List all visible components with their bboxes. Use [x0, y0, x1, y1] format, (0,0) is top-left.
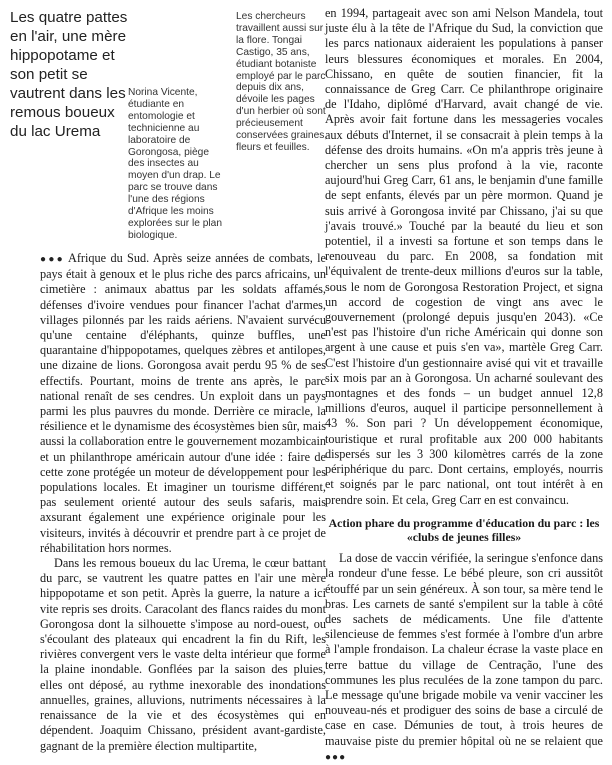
continuation-markers: ●●●	[325, 751, 347, 763]
article-paragraph: Dans les remous boueux du lac Urema, le cœur battant du parc, se vautrent les quatre pattes en l'air une mère hippopotame et son petit. Après la guerre, la nature a ici vite repris ses droits. Caracolant des flancs raides du mont Gorongosa dont la silhouette s'impose au nord-ouest, ou s'écoulant des plateaux qui encadrent la fin du Rift, les rivières convergent vers le vaste delta intérieur que forme la plaine inondable. Gonflées par la saison des pluies, elles ont déposé, au rythme inexorable des inondations annuelles, graines, alluvions, nutriments nécessaires à la renaissance de la vie et des écosystèmes qui en dépendent. Joaquim Chissano, président avant-gardiste, gagnant de la première élection multipartite,	[40, 556, 326, 753]
photo-caption-researchers: Les chercheurs travaillent aussi sur la flore. Tongai Castigo, 35 ans, étudiant botaniste employé par le parc depuis dix ans, dévoile les pages d'un herbier où sont précieusement conservées graines, fleurs et feuilles.	[236, 11, 328, 153]
section-subheading: Action phare du programme d'éducation du parc : les «clubs de jeunes filles»	[328, 515, 600, 544]
article-paragraph: en 1994, partageait avec son ami Nelson Mandela, tout juste élu à la tête de l'Afrique du Sud, la conviction que les parcs nationaux aideraient les populations à panser leurs blessures économiques et morales. En 2004, Chissano, en quête de soutien financier, fit la connaissance de Greg Carr. Ce philanthrope originaire de l'Idaho, diplômé d'Harvard, avait changé de vie. Après avoir fait fortune dans les messageries vocales aux débuts d'Internet, il se consacrait à plein temps à la défense des droits humains. «On m'a appris très jeune à chercher un sens plus profond à la vie, raconte aujourd'hui Greg Carr, 61 ans, le benjamin d'une famille de sept enfants, élevés par un père mormon. Quand je suis arrivé à Gorongosa invité par Chissano, j'ai su que j'avais trouvé.» Touché par la beauté du lieu et son potentiel, il a investi sa fortune et son temps dans le renouveau du parc. En 2008, sa fondation mit l'équivalent de trente-deux millions d'euros sur la table, sous le nom de Gorongosa Restoration Project, et signa un accord de cogestion de vingt ans avec le gouvernement (prolongé depuis jusqu'en 2043). «Ce n'est pas l'histoire d'un riche Américain qui donne son argent à une cause et puis s'en va», martèle Greg Carr. C'est l'histoire d'un gestionnaire avisé qui vit et travaille six mois par an à Gorongosa. Un acharné soulevant des montagnes et des fonds – un budget annuel 12,8 millions d'euros, auquel il participe personnellement à 43 %. Son pari ? Un développement économique, touristique et rural profitable aux 200 000 habitants dispersés sur les 3 300 kilomètres carrés de la zone périphérique du parc. Dont certains, employés, nourris et soignés par le parc national, ont tout intérêt à en prendre soin. Et cela, Greg Carr en est convaincu.	[325, 6, 603, 507]
paragraph-text: Afrique du Sud. Après seize années de combats, le pays était à genoux et le plus riche des parcs africains, un cimetière : animaux abattus par les soldats affamés, défenses d'ivoire vendues pour financer l'achat d'armes, villages pilonnés par les raids aériens. N'avaient survécu qu'une centaine d'éléphants, quinze buffles, une quarantaine d'hippopotames, quelques zèbres et antilopes, une dizaine de lions. Gorongosa avait perdu 95 % de ses effectifs. Pourtant, moins de trente ans après, le parc national renaît de ses cendres. Un exploit dans un pays parmi les plus pauvres du monde. Derrière ce miracle, la résilience et le dynamisme des écosystèmes bien sûr, mais aussi la collaboration entre le gouvernement mozambicain et un philanthrope américain autour d'une idée : faire de cette zone protégée un moteur de développement pour les populations locales. Et imaginer un tourisme différent, pas seulement orienté autour des seuls safaris, mais axsurant également une expérience originale pour les visiteurs, invités à découvrir et prendre part à ce projet de réhabilitation hors normes.	[40, 251, 326, 555]
bullet-markers: ●●●	[40, 254, 65, 265]
article-column-left	[40, 251, 326, 754]
paragraph-text: La dose de vaccin vérifiée, la seringue s'enfonce dans la rondeur d'une fesse. Le bébé pleure, son cri aussitôt étouffé par un sein généreux. À son tour, sa mère tend le bras. Les carnets de santé s'empilent sur la table à côté des sachets de médicaments. Une file d'attente silencieuse de femmes s'est formée à l'ombre d'un arbre à l'ample frondaison. La chaleur écrase la vaste place en terre battue du village de Centração, l'une des communes les plus reculées de la zone tampon du parc. Le message qu'une brigade mobile va venir vacciner les nouveau-nés et prodiguer des soins de base a circulé de case en case. Démunies de tout, à trois heures de mauvaise piste du premier hôpital où ne se relaient que	[325, 551, 603, 748]
article-paragraph	[40, 251, 326, 556]
photo-caption-main: Les quatre pattes en l'air, une mère hippopotame et son petit se vautrent dans les remous boueux du lac Urema	[10, 9, 128, 140]
article-paragraph	[325, 551, 603, 765]
article-column-right	[325, 6, 603, 765]
photo-caption-norina: Norina Vicente, étudiante en entomologie et technicienne au laboratoire de Gorongosa, piège des insectes au moyen d'un drap. Le parc se trouve dans l'une des régions d'Afrique les moins explorées sur le plan biologique.	[128, 87, 223, 241]
